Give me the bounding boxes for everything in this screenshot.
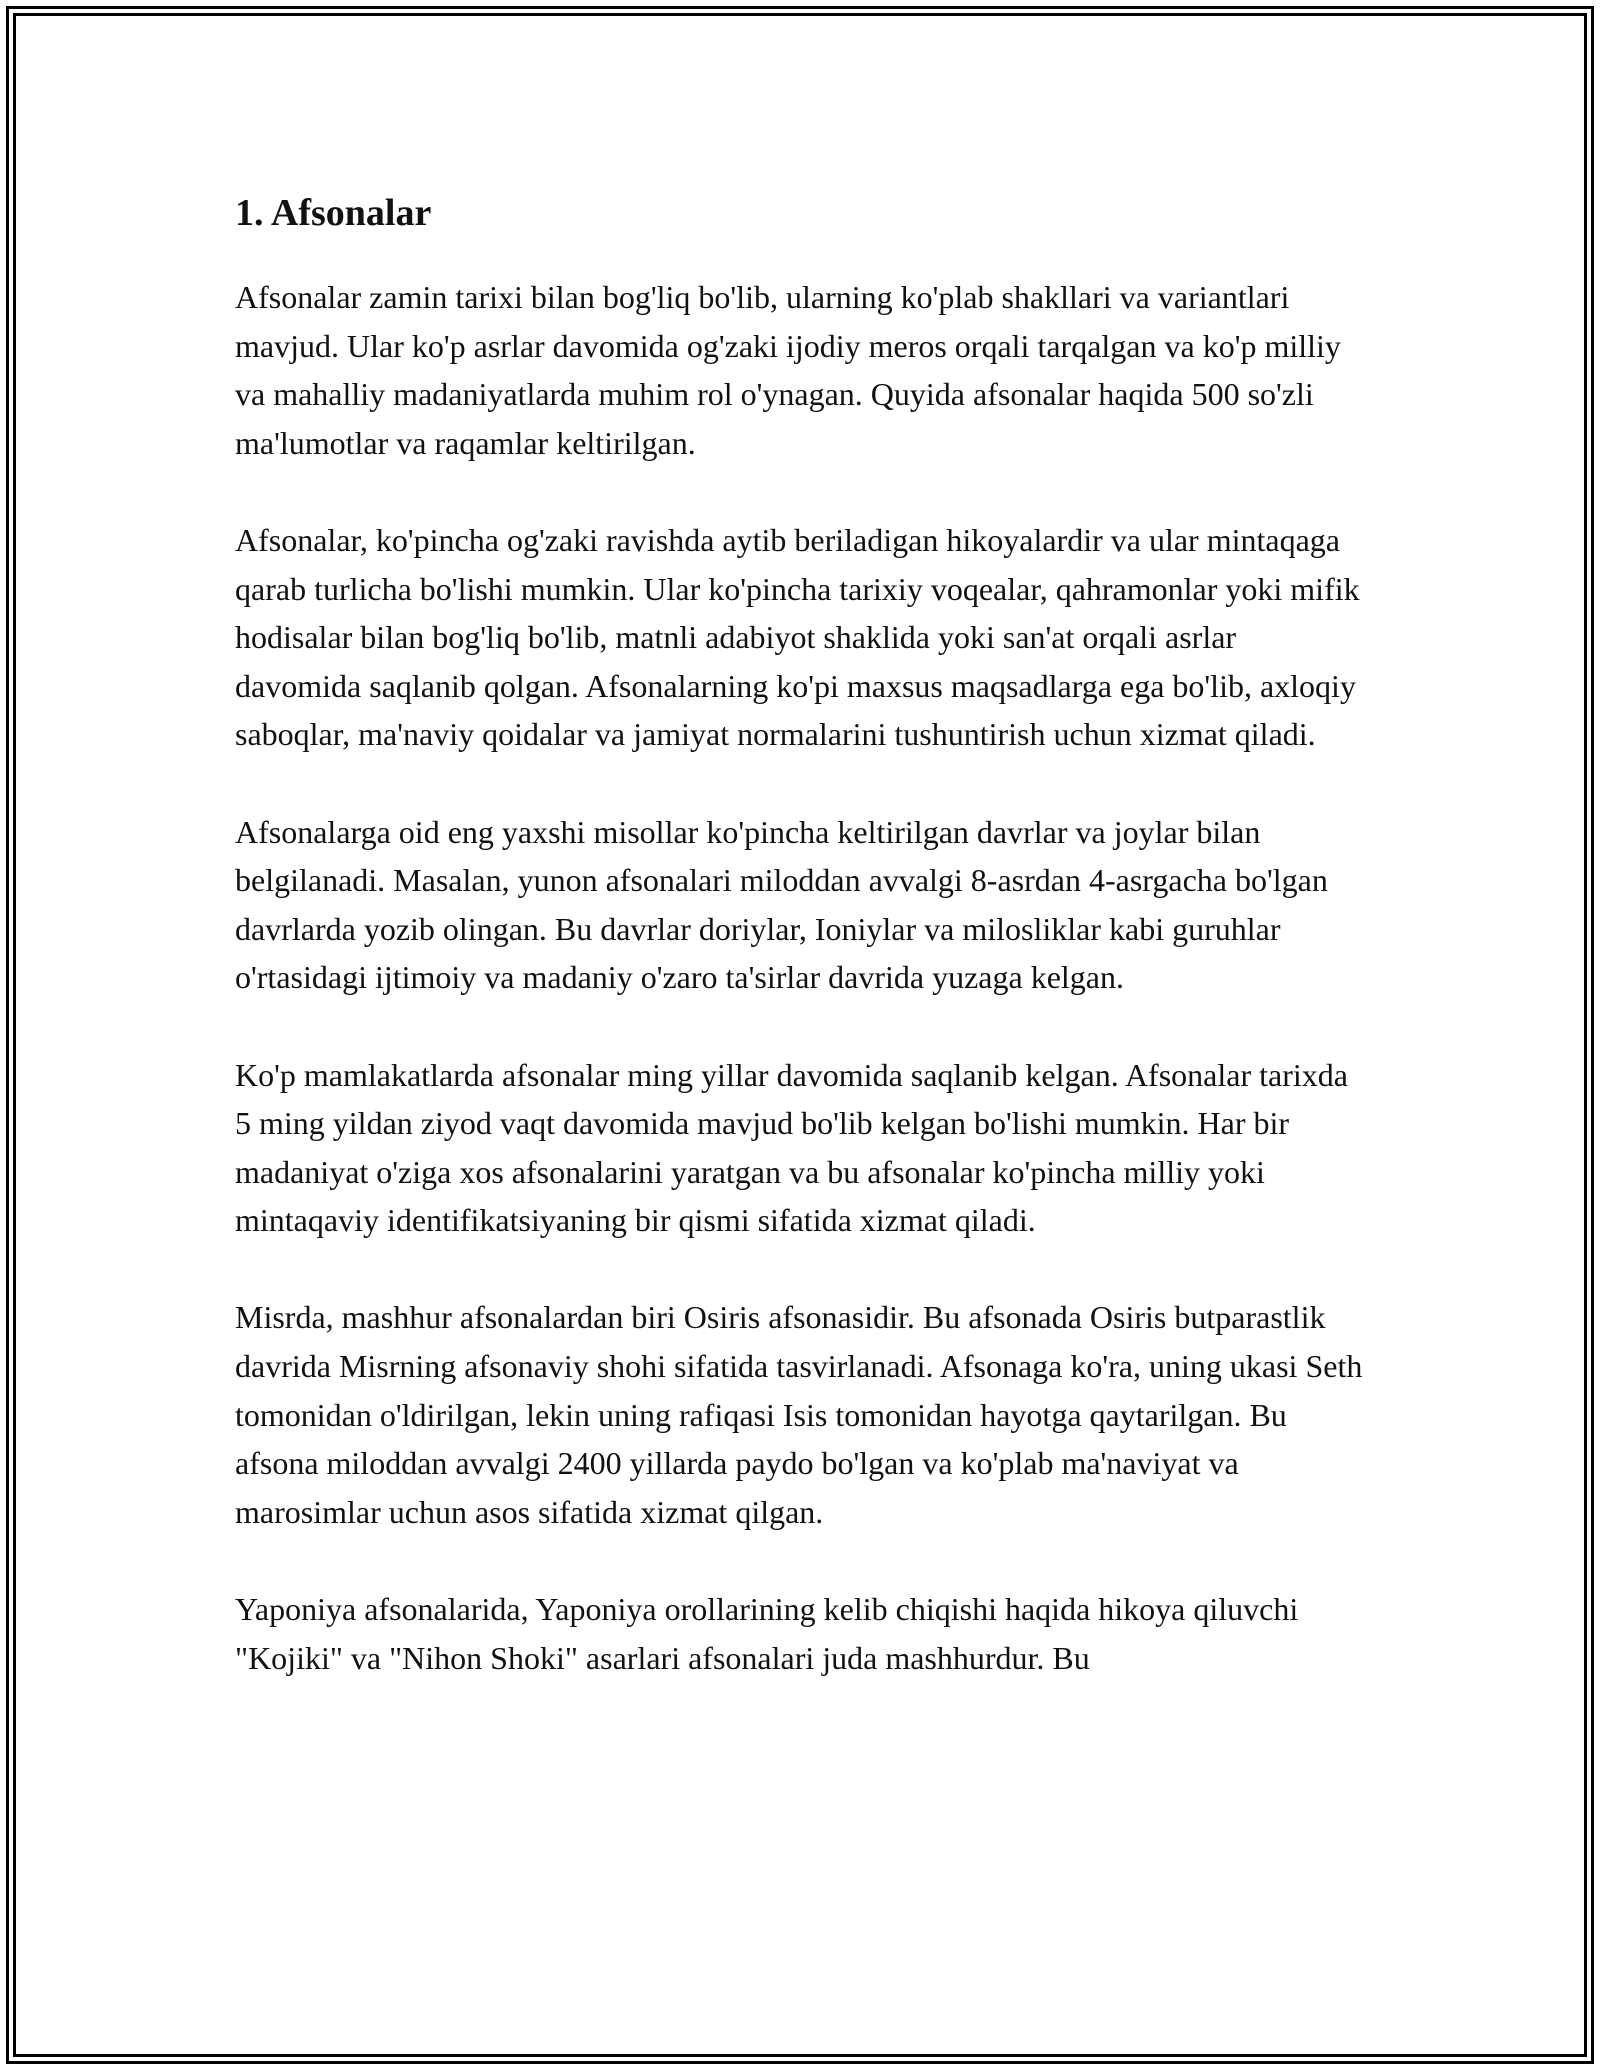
- section-heading: 1. Afsonalar: [235, 192, 432, 234]
- paragraph-6: Yaponiya afsonalarida, Yaponiya orollarining kelib chiqishi haqida hikoya qiluvchi "Kojiki" va "Nihon Shoki" asarlari afsonalari juda mashhurdur. Bu: [235, 1591, 1299, 1676]
- paragraph-2: Afsonalar, ko'pincha og'zaki ravishda aytib beriladigan hikoyalardir va ular mintaqaga qarab turlicha bo'lishi mumkin. Ular ko'pincha tarixiy voqealar, qahramonlar yoki mifik hodisalar bilan bog'liq bo'lib, matnli adabiyot shaklida yoki san'at orqali asrlar davomida saqlanib qolgan. Afsonalarning ko'pi maxsus maqsadlarga ega bo'lib, axloqiy saboqlar, ma'naviy qoidalar va jamiyat normalarini tushuntirish uchun xizmat qiladi.: [235, 521, 1360, 753]
- paragraph-1: Afsonalar zamin tarixi bilan bog'liq bo'lib, ularning ko'plab shakllari va variantlari mavjud. Ular ko'p asrlar davomida og'zaki ijodiy meros orqali tarqalgan va ko'p milliy va mahalliy madaniyatlarda muhim rol o'ynagan. Quyida afsonalar haqida 500 so'zli ma'lumotlar va raqamlar keltirilgan.: [235, 279, 1341, 461]
- document-body: [235, 185, 1365, 1731]
- paragraph-4: Ko'p mamlakatlarda afsonalar ming yillar davomida saqlanib kelgan. Afsonalar tarixda 5 ming yildan ziyod vaqt davomida mavjud bo'lib kelgan bo'lishi mumkin. Har bir madaniyat o'ziga xos afsonalarini yaratgan va bu afsonalar ko'pincha milliy yoki mintaqaviy identifikatsiyaning bir qismi sifatida xizmat qiladi.: [235, 1056, 1348, 1239]
- paragraph-5: Misrda, mashhur afsonalardan biri Osiris afsonasidir. Bu afsonada Osiris butparastlik davrida Misrning afsonaviy shohi sifatida tasvirlanadi. Afsonaga ko'ra, uning ukasi Seth tomonidan o'ldirilgan, lekin uning rafiqasi Isis tomonidan hayotga qaytarilgan. Bu afsona miloddan avvalgi 2400 yillarda paydo bo'lgan va ko'plab ma'naviyat va marosimlar uchun asos sifatida xizmat qilgan.: [235, 1299, 1363, 1530]
- paragraph-3: Afsonalarga oid eng yaxshi misollar ko'pincha keltirilgan davrlar va joylar bilan belgilanadi. Masalan, yunon afsonalari miloddan avvalgi 8-asrdan 4-asrgacha bo'lgan davrlarda yozib olingan. Bu davrlar doriylar, Ioniylar va milosliklar kabi guruhlar o'rtasidagi ijtimoiy va madaniy o'zaro ta'sirlar davrida yuzaga kelgan.: [235, 813, 1328, 996]
